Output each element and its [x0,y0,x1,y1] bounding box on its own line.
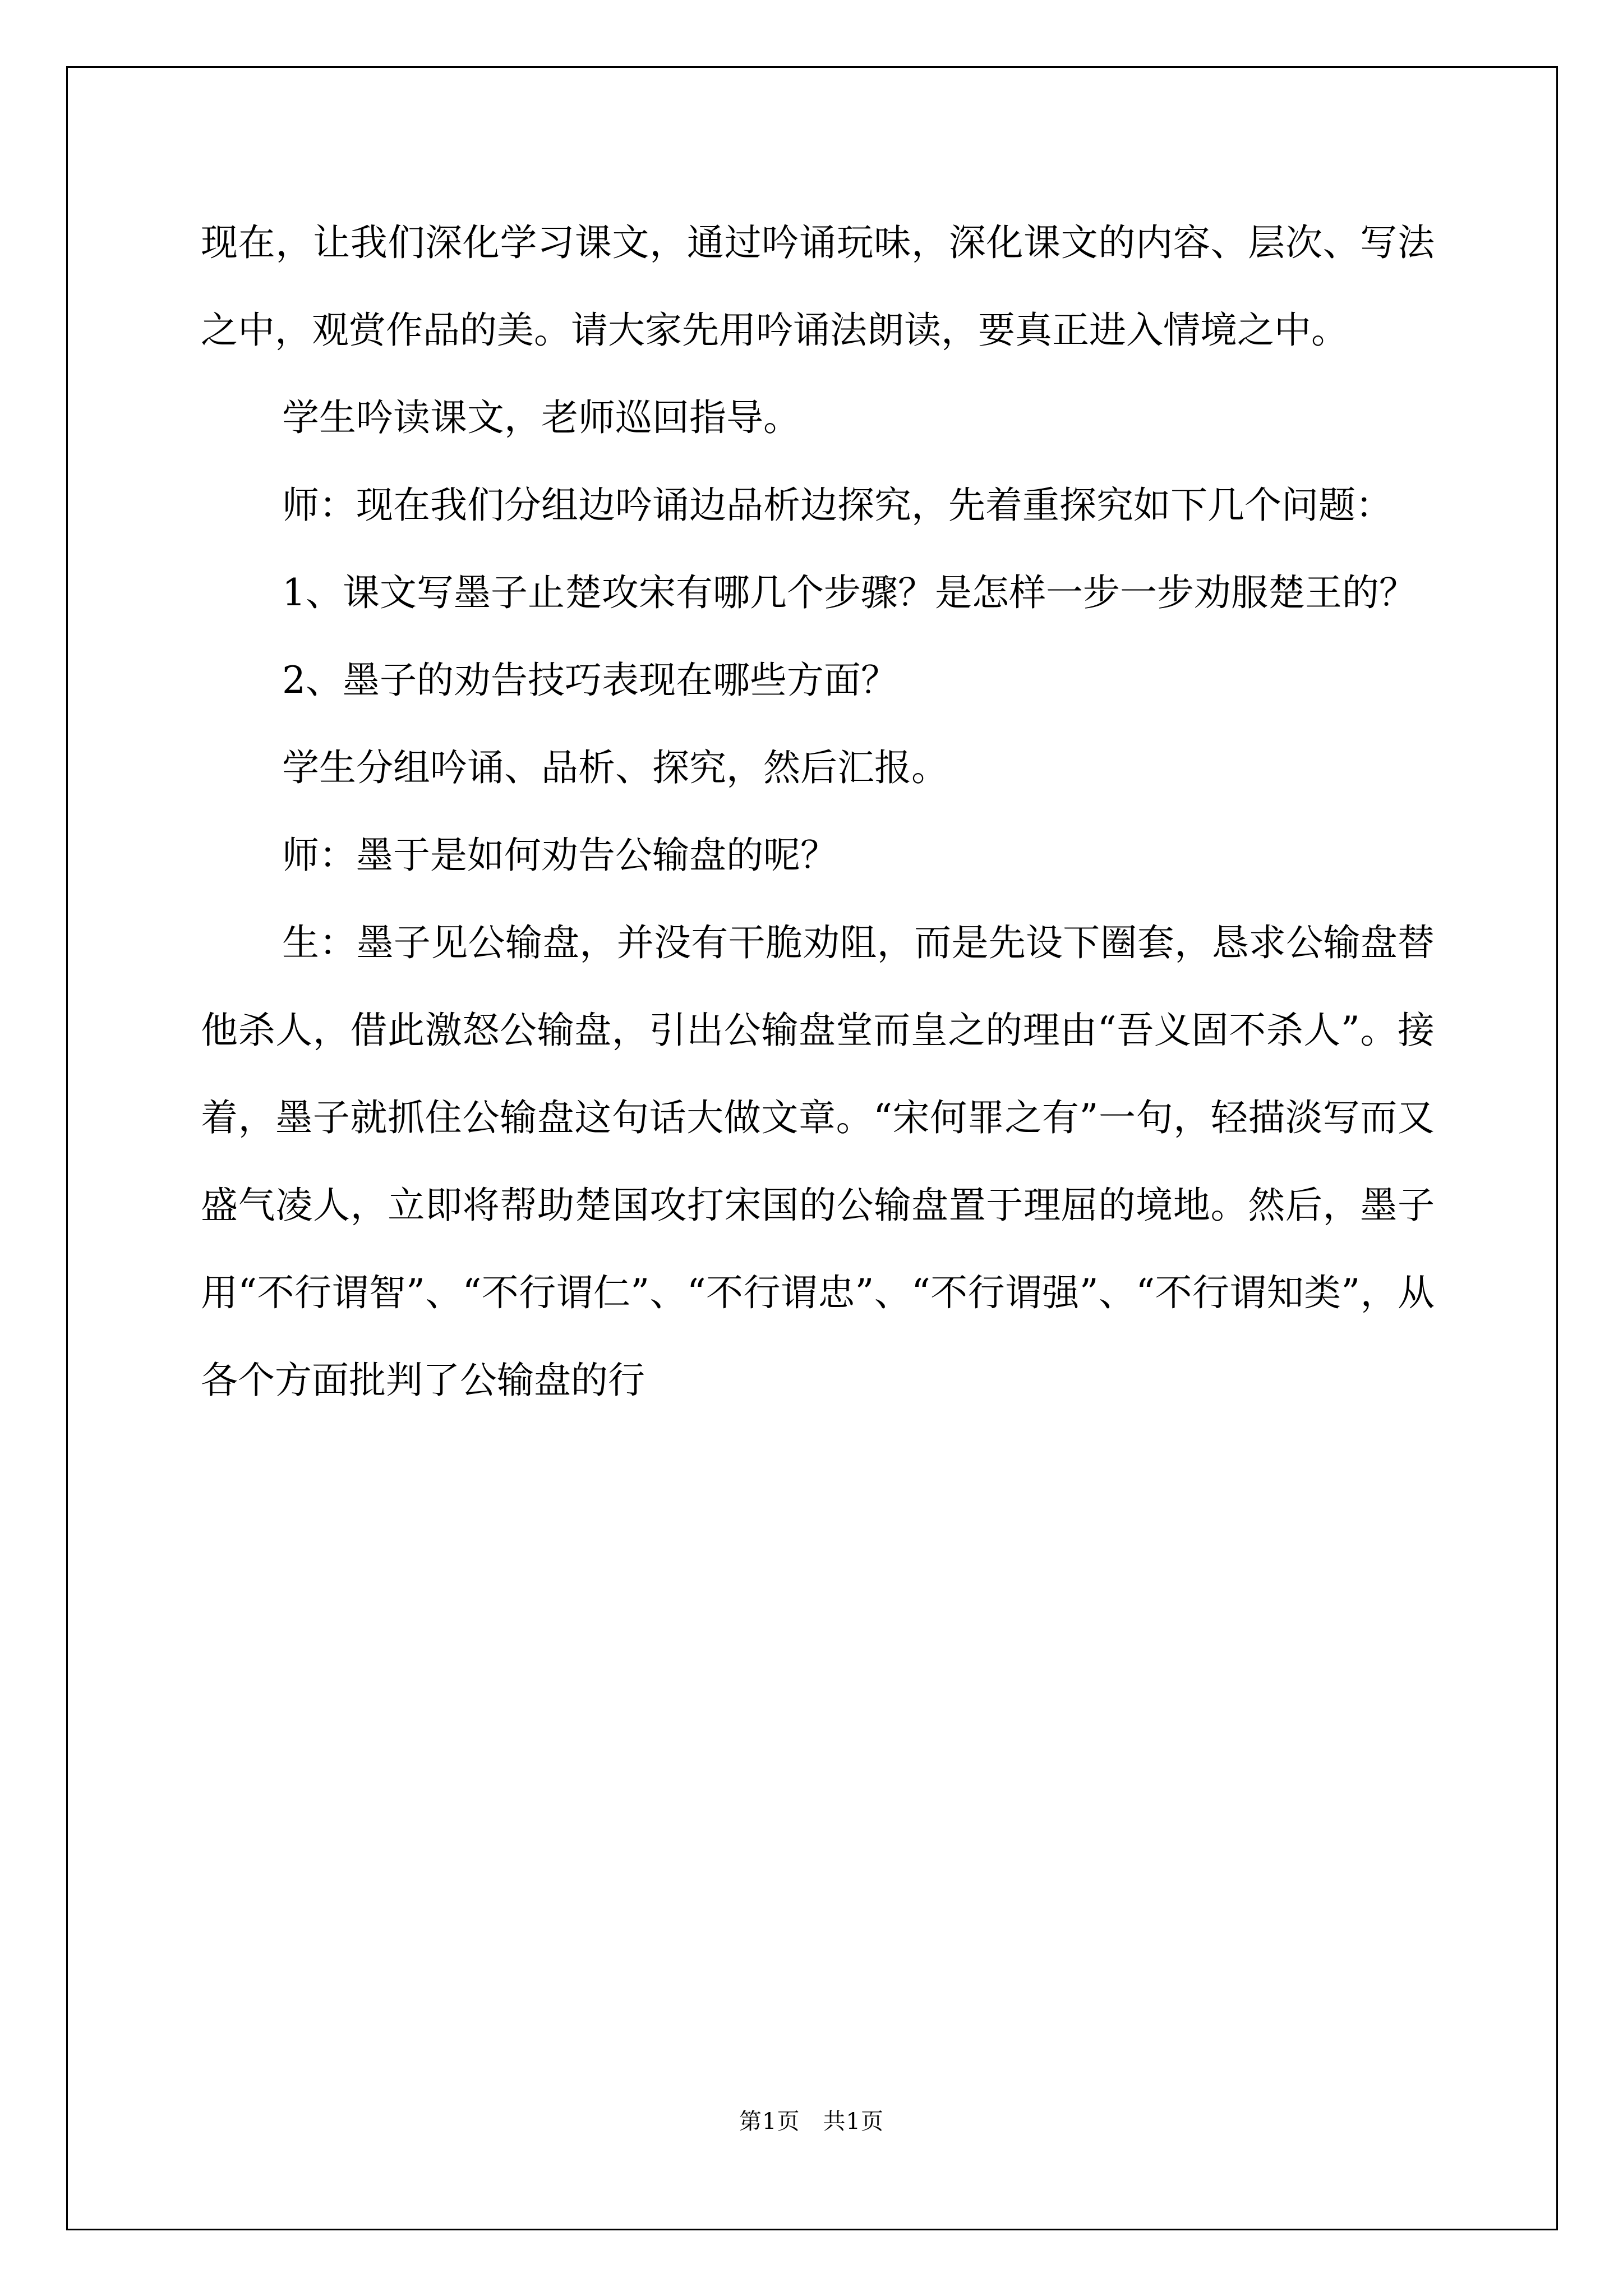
paragraph-teacher-ask: 师：墨于是如何劝告公输盘的呢？ [282,834,837,877]
paragraph-student-reading: 学生吟读课文，老师巡回指导。 [282,396,800,439]
document-body [201,199,1435,1424]
paragraph-question-1: 1、课文写墨子止楚攻宋有哪几个步骤？是怎样一步一步劝服楚王的？ [282,571,1416,614]
paragraph-question-2: 2、墨子的劝告技巧表现在哪些方面？ [282,659,898,702]
page-footer: 第1页 共1页 [739,2109,884,2134]
paragraph-teacher-questions: 师：现在我们分组边吟诵边品析边探究，先着重探究如下几个问题： [282,484,1393,527]
paragraph-intro: 现在，让我们深化学习课文，通过吟诵玩味，深化课文的内容、层次、写法之中，观赏作品的美。请大家先用吟诵法朗读，要真正进入情境之中。 [201,221,1435,352]
paragraph-group-report: 学生分组吟诵、品析、探究，然后汇报。 [282,746,948,789]
paragraph-student-answer: 生：墨子见公输盘，并没有干脆劝阻，而是先设下圈套，恳求公输盘替他杀人，借此激怒公输盘，引出公输盘堂而皇之的理由“吾义固不杀人”。接着，墨子就抓住公输盘这句话大做文章。“宋何罪之有”一句，轻描淡写而又盛气凌人，立即将帮助楚国攻打宋国的公输盘置于理屈的境地。然后，墨子用“不行谓智”、“不行谓仁”、“不行谓忠”、“不行谓强”、“不行谓知类”，从各个方面批判了公输盘的行 [201,921,1435,1402]
